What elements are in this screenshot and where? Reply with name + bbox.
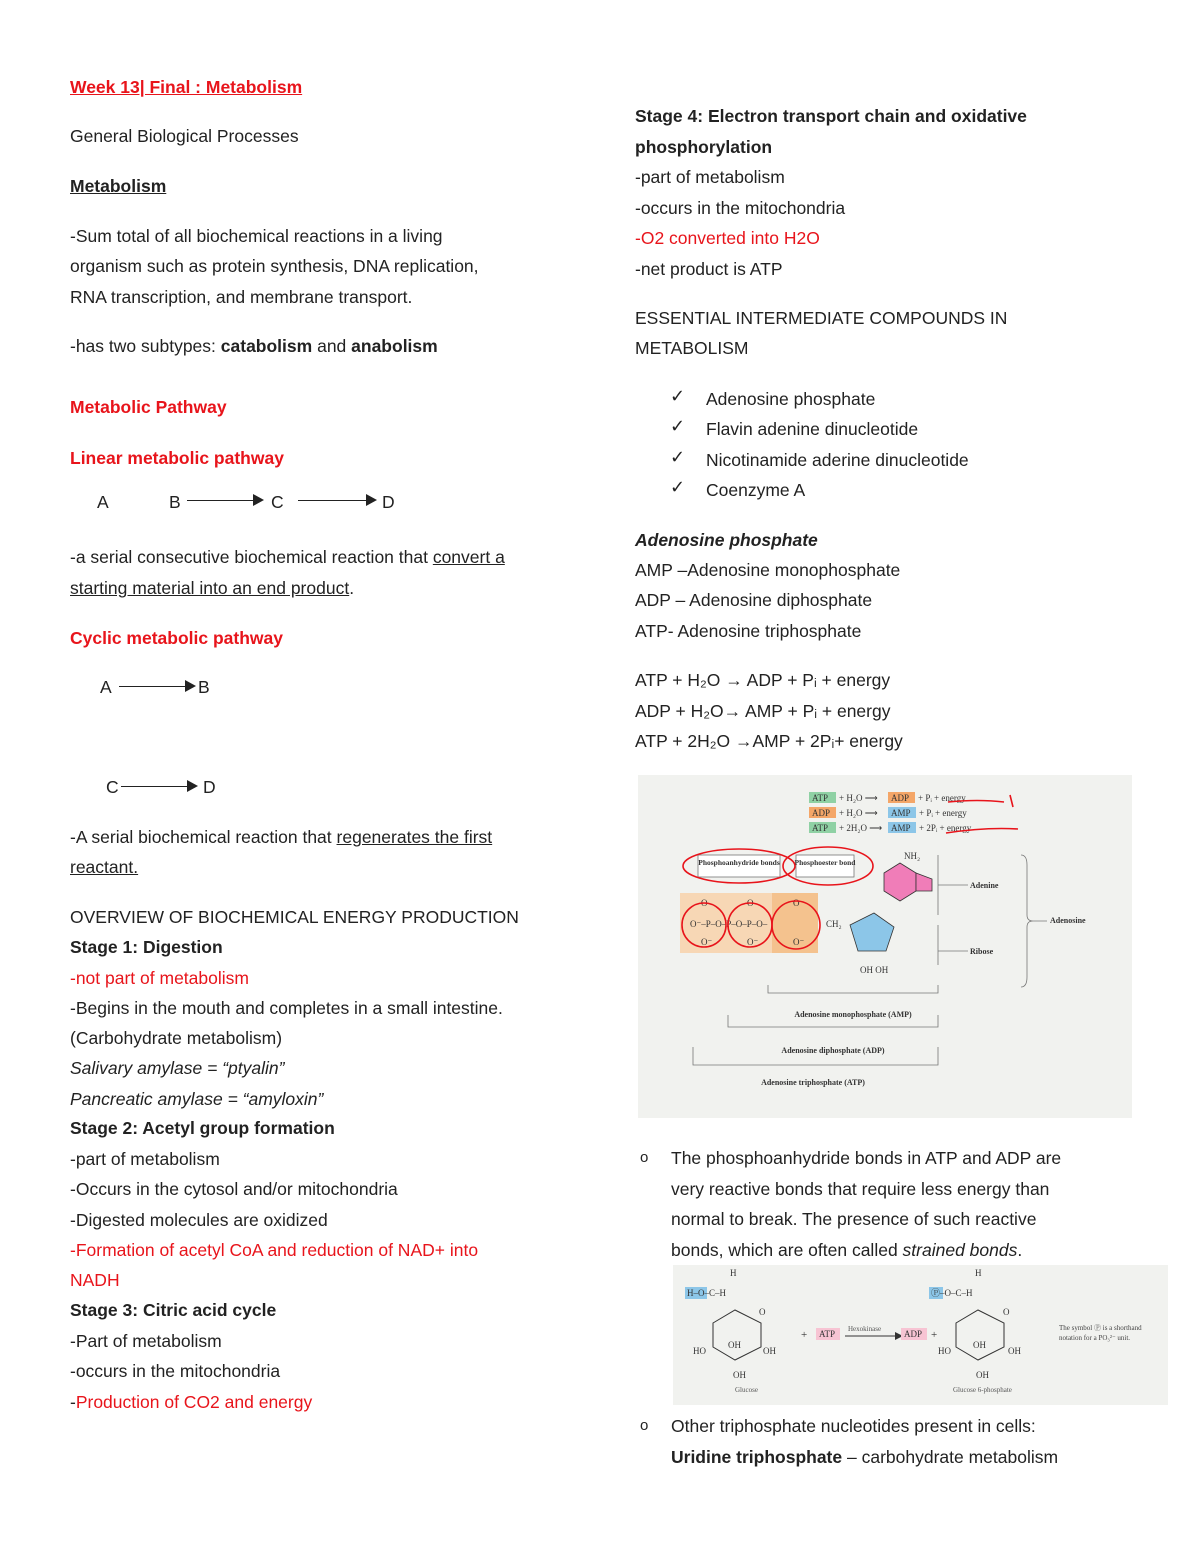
svg-text:OH: OH	[763, 1346, 776, 1356]
bullet1-line2: very reactive bonds that require less energy than	[671, 1179, 1050, 1199]
checklist-item: Coenzyme A	[706, 480, 806, 500]
cyclic-node-b: B	[198, 677, 210, 697]
essential-heading-line1: ESSENTIAL INTERMEDIATE COMPOUNDS IN	[635, 308, 1008, 328]
fig-label-adp: Adenosine diphosphate (ADP)	[781, 1046, 885, 1055]
stage1-line4: Salivary amylase = “ptyalin”	[70, 1058, 285, 1078]
fig-g6p: Glucose 6-phosphate	[953, 1386, 1012, 1394]
fig-label-ch2: CH₂	[826, 919, 842, 929]
cyclic-desc-underlined-1: regenerates the first	[336, 827, 493, 847]
stage4-line4: -net product is ATP	[635, 259, 783, 279]
fig-label-anhydride: Phosphoanhydride bonds	[698, 858, 780, 867]
stage2-line3: -Digested molecules are oxidized	[70, 1210, 328, 1230]
metabolism-def-line3: RNA transcription, and membrane transport.	[70, 287, 413, 307]
fig-glucose: Glucose	[735, 1386, 758, 1394]
stage1-line5: Pancreatic amylase = “amyloxin”	[70, 1089, 324, 1109]
checklist-item: Nicotinamide aderine dinucleotide	[706, 450, 969, 470]
bullet1-line3: normal to break. The presence of such reactive	[671, 1209, 1037, 1229]
atp-definition: ATP- Adenosine triphosphate	[635, 621, 862, 641]
adenine-ring-five	[916, 873, 932, 891]
linear-arrow-b-c	[187, 500, 262, 501]
checklist-item: Adenosine phosphate	[706, 389, 876, 409]
svg-text:O⁻: O⁻	[793, 937, 805, 947]
linear-node-c: C	[271, 492, 284, 512]
svg-text:H: H	[730, 1268, 737, 1278]
subtitle: General Biological Processes	[70, 126, 299, 146]
atp-structure-diagram	[638, 775, 1132, 1118]
adp-definition: ADP – Adenosine diphosphate	[635, 590, 873, 610]
stage1-heading: Stage 1: Digestion	[70, 937, 223, 957]
svg-text:O⁻–P–O–P–O–P–O–: O⁻–P–O–P–O–P–O–	[690, 919, 768, 929]
fig-eq3-b: + 2H₂O ⟶	[839, 823, 883, 833]
checklist-item: Flavin adenine dinucleotide	[706, 419, 919, 439]
svg-text:HO: HO	[693, 1346, 706, 1356]
fig-label-atp: Adenosine triphosphate (ATP)	[761, 1078, 865, 1087]
glucose-6-phosphate-molecule	[929, 1268, 1021, 1380]
checkmark-icon: ✓	[670, 447, 686, 467]
fig-label-ohoh: OH OH	[860, 965, 889, 975]
cyclic-node-a: A	[100, 677, 112, 697]
metabolic-pathway-heading: Metabolic Pathway	[70, 397, 227, 417]
cyclic-node-d: D	[203, 777, 216, 797]
fig-note-wrapper	[1059, 1323, 1163, 1363]
fig-eq1-a: ATP	[812, 793, 829, 803]
svg-text:OH: OH	[973, 1340, 986, 1350]
fig-eq3-d: + 2Pᵢ + energy	[919, 823, 972, 833]
atp-structure-figure	[638, 775, 1132, 1118]
fig-eq1-c: ADP	[891, 793, 910, 803]
subtypes-prefix: -has two subtypes:	[70, 336, 221, 356]
svg-text:Ⓟ–O–C–H: Ⓟ–O–C–H	[931, 1288, 973, 1298]
stage4-heading-line1: Stage 4: Electron transport chain and oxidative	[635, 106, 1027, 126]
linear-desc-prefix: -a serial consecutive biochemical reaction that	[70, 547, 433, 567]
metabolism-def-line1: -Sum total of all biochemical reactions in a living	[70, 226, 443, 246]
hexokinase-figure	[673, 1265, 1168, 1405]
svg-text:OH: OH	[1008, 1346, 1021, 1356]
ribose-ring	[850, 913, 894, 951]
stage1-line3: (Carbohydrate metabolism)	[70, 1028, 283, 1048]
linear-desc-line1	[70, 546, 505, 568]
svg-text:O⁻: O⁻	[701, 937, 713, 947]
fig-adp: ADP	[904, 1329, 923, 1339]
checkmark-icon: ✓	[670, 416, 686, 436]
cyclic-desc-line2: reactant.	[70, 857, 139, 877]
stage3-line2: -occurs in the mitochondria	[70, 1361, 281, 1381]
fig-label-adenine: Adenine	[970, 881, 999, 890]
linear-pathway-heading: Linear metabolic pathway	[70, 448, 284, 468]
amp-definition: AMP –Adenosine monophosphate	[635, 560, 901, 580]
fig-eq1-d: + Pᵢ + energy	[918, 793, 966, 803]
fig-eq3-a: ATP	[812, 823, 829, 833]
overview-heading: OVERVIEW OF BIOCHEMICAL ENERGY PRODUCTION	[70, 907, 519, 927]
cyclic-desc-line1	[70, 826, 492, 848]
fig-eq3-c: AMP	[891, 823, 911, 833]
stage2-line4: -Formation of acetyl CoA and reduction of NAD+ into	[70, 1240, 479, 1260]
fig-eq2-a: ADP	[812, 808, 831, 818]
stage2-line5: NADH	[70, 1270, 120, 1290]
svg-text:HO: HO	[938, 1346, 951, 1356]
hollow-bullet-icon: o	[640, 1149, 649, 1166]
stage3-line1: -Part of metabolism	[70, 1331, 222, 1351]
fig-enzyme: Hexokinase	[848, 1325, 882, 1333]
hexokinase-diagram	[673, 1265, 1168, 1405]
stage2-line2: -Occurs in the cytosol and/or mitochondria	[70, 1179, 398, 1199]
linear-node-d: D	[382, 492, 395, 512]
adenosine-phosphate-heading: Adenosine phosphate	[635, 530, 818, 550]
stage4-heading-line2: phosphorylation	[635, 137, 773, 157]
subtype-catabolism: catabolism	[220, 336, 313, 356]
cyclic-pathway-heading: Cyclic metabolic pathway	[70, 628, 283, 648]
equation-1: ATP + H₂O → ADP + Pᵢ + energy	[635, 670, 891, 690]
cyclic-arrow-a-b	[119, 686, 194, 687]
plus-sign: +	[931, 1329, 938, 1341]
subtype-anabolism: anabolism	[351, 336, 438, 356]
svg-text:O: O	[1003, 1307, 1010, 1317]
amp-bracket	[768, 985, 938, 993]
linear-node-b: B	[169, 492, 181, 512]
stage2-heading: Stage 2: Acetyl group formation	[70, 1118, 335, 1138]
linear-desc-underlined-1: convert a	[432, 547, 505, 567]
linear-desc-end: .	[349, 578, 355, 598]
fig-label-nh2: NH₂	[904, 851, 921, 861]
cyclic-node-c: C	[106, 777, 119, 797]
fig-note: The symbol Ⓟ is a shorthand notation for a PO₃²⁻ unit.	[1059, 1324, 1142, 1342]
adenine-ring-six	[884, 863, 916, 901]
cyclic-desc-prefix: -A serial biochemical reaction that	[70, 827, 337, 847]
fig-eq2-c: AMP	[891, 808, 911, 818]
fig-label-adenosine: Adenosine	[1050, 916, 1086, 925]
stage2-line1: -part of metabolism	[70, 1149, 220, 1169]
stage1-line1: -not part of metabolism	[70, 968, 249, 988]
stage1-line2: -Begins in the mouth and completes in a small intestine.	[70, 998, 503, 1018]
strained-bonds-term: strained bonds	[902, 1240, 1018, 1260]
page-title: Week 13| Final : Metabolism	[70, 77, 303, 97]
stage4-line2: -occurs in the mitochondria	[635, 198, 846, 218]
linear-arrow-c-d	[298, 500, 375, 501]
linear-desc-line2	[70, 577, 354, 599]
checkmark-icon: ✓	[670, 477, 686, 497]
stage4-line1: -part of metabolism	[635, 167, 785, 187]
subtypes-line	[70, 335, 438, 357]
svg-text:O⁻: O⁻	[747, 937, 759, 947]
svg-text:O: O	[759, 1307, 766, 1317]
essential-heading-line2: METABOLISM	[635, 338, 749, 358]
fig-label-amp: Adenosine monophosphate (AMP)	[794, 1010, 912, 1019]
subtypes-and: and	[312, 336, 352, 356]
bullet1-line1: The phosphoanhydride bonds in ATP and ADP are	[671, 1148, 1062, 1168]
fig-atp: ATP	[819, 1329, 836, 1339]
glucose-molecule	[685, 1268, 776, 1380]
equation-3: ATP + 2H₂O →AMP + 2Pᵢ+ energy	[635, 731, 903, 751]
metabolism-heading: Metabolism	[70, 176, 167, 196]
adenine-bracket	[938, 855, 968, 915]
svg-text:O: O	[747, 898, 754, 908]
stage4-line3: -O2 converted into H2O	[635, 228, 820, 248]
bullet1-line4-prefix: bonds, which are often called	[671, 1240, 903, 1260]
linear-node-a: A	[97, 492, 109, 512]
fig-eq2-b: + H₂O ⟶	[839, 808, 878, 818]
svg-text:O: O	[793, 898, 800, 908]
bullet2-line2-rest: – carbohydrate metabolism	[842, 1447, 1059, 1467]
fig-label-ribose: Ribose	[970, 947, 994, 956]
hollow-bullet-icon: o	[640, 1417, 649, 1434]
stage3-line3-red: Production of CO2 and energy	[75, 1392, 313, 1412]
svg-text:OH: OH	[733, 1370, 746, 1380]
cyclic-arrow-c-d	[121, 786, 196, 787]
stage3-heading: Stage 3: Citric acid cycle	[70, 1300, 277, 1320]
bullet2-line1: Other triphosphate nucleotides present in cells:	[671, 1416, 1036, 1436]
bullet1-line4	[671, 1239, 1022, 1261]
fig-eq1-b: + H₂O ⟶	[839, 793, 878, 803]
stage3-line3-prefix: -	[70, 1392, 76, 1412]
checkmark-icon: ✓	[670, 386, 686, 406]
plus-sign: +	[801, 1329, 808, 1341]
svg-text:H: H	[975, 1268, 982, 1278]
adenosine-bracket	[1021, 855, 1047, 987]
uridine-triphosphate-term: Uridine triphosphate	[671, 1447, 843, 1467]
bullet1-line4-end: .	[1017, 1240, 1023, 1260]
equation-2: ADP + H₂O→ AMP + Pᵢ + energy	[635, 701, 891, 721]
svg-text:O: O	[701, 898, 708, 908]
bullet2-line2	[671, 1446, 1058, 1468]
svg-text:OH: OH	[976, 1370, 989, 1380]
fig-eq2-d: + Pᵢ + energy	[919, 808, 967, 818]
metabolism-def-line2: organism such as protein synthesis, DNA replication,	[70, 256, 479, 276]
fig-label-ester: Phosphoester bond	[794, 858, 856, 867]
ribose-bracket	[938, 925, 968, 965]
svg-text:H–O–C–H: H–O–C–H	[687, 1288, 727, 1298]
stage3-line3	[70, 1391, 312, 1413]
linear-desc-underlined-2: starting material into an end product	[70, 578, 350, 598]
svg-text:OH: OH	[728, 1340, 741, 1350]
